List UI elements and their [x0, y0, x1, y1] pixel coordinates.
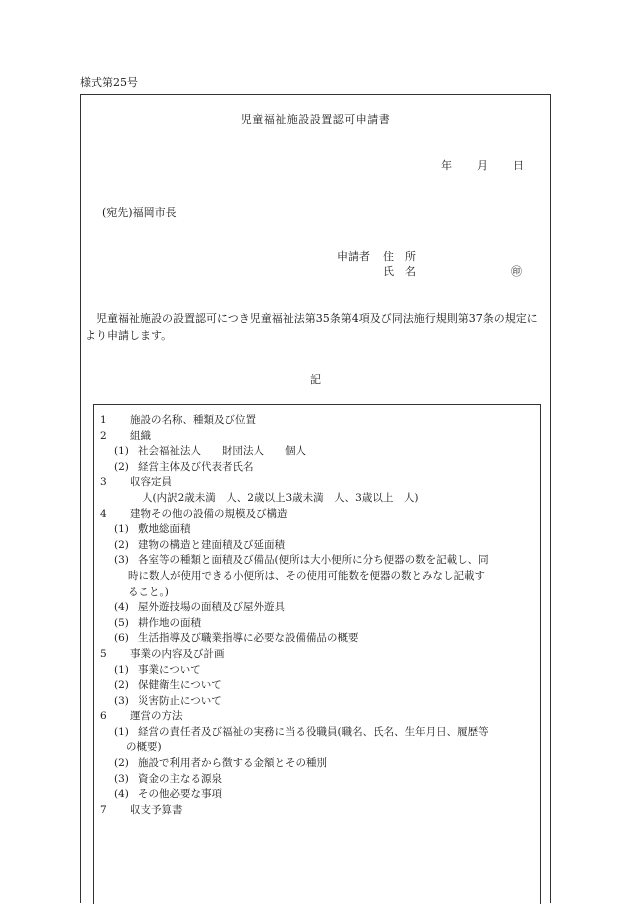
list-item: [100, 663, 532, 679]
item-number: (3): [114, 772, 129, 785]
item-number: (1): [114, 725, 129, 738]
item-number: (3): [114, 694, 129, 707]
item-text: 社会福祉法人 財団法人 個人: [138, 445, 306, 458]
item-text: その他必要な事項: [138, 788, 222, 801]
item-number: (1): [114, 523, 129, 536]
item-number: (4): [114, 788, 129, 801]
item-number: (2): [114, 757, 129, 770]
address-label: 住 所: [383, 250, 416, 263]
date-year: 年: [441, 159, 452, 172]
item-text: 資金の主なる源泉: [138, 772, 222, 785]
addressee: (宛先)福岡市長: [102, 206, 177, 219]
item-text: 各室等の種類と面積及び備品(便所は大小便所に分ち便器の数を記載し、同: [138, 554, 489, 567]
list-item: [100, 569, 532, 585]
item-number: (2): [114, 679, 129, 692]
list-item: [100, 460, 532, 476]
item-text: 人(内訳2歳未満 人、2歳以上3歳未満 人、3歳以上 人): [142, 491, 419, 504]
item-number: 2: [100, 429, 107, 442]
item-number: (6): [114, 632, 129, 645]
name-label: 氏 名: [383, 265, 416, 278]
list-item: [100, 803, 532, 819]
list-item: [100, 631, 532, 647]
list-item: [100, 772, 532, 788]
item-number: 4: [100, 507, 107, 520]
items-list: [100, 413, 532, 818]
list-item: [100, 553, 532, 569]
seal-mark: ㊞: [511, 265, 522, 278]
item-text: 災害防止について: [138, 694, 222, 707]
item-text: 事業の内容及び計画: [130, 647, 225, 660]
item-number: 6: [100, 710, 107, 723]
list-item: [100, 491, 532, 507]
list-item: [100, 647, 532, 663]
item-text: 運営の方法: [130, 710, 183, 723]
item-number: 5: [100, 647, 107, 660]
item-number: (1): [114, 445, 129, 458]
list-item: [100, 475, 532, 491]
item-text: 組織: [130, 429, 151, 442]
item-number: (3): [114, 554, 129, 567]
item-text: 収容定員: [130, 476, 172, 489]
list-item: [100, 429, 532, 445]
item-number: (5): [114, 616, 129, 629]
item-number: (2): [114, 538, 129, 551]
item-text: 経営主体及び代表者氏名: [138, 460, 254, 473]
item-text: 敷地総面積: [138, 523, 191, 536]
item-text: 事業について: [138, 663, 201, 676]
items-box: [93, 404, 541, 904]
list-item: [100, 507, 532, 523]
item-number: 1: [100, 414, 107, 426]
list-item: [100, 413, 532, 429]
item-number: 3: [100, 476, 107, 489]
item-text: 保健衛生について: [138, 679, 222, 692]
list-item: [100, 694, 532, 710]
applicant-label: 申請者: [337, 250, 370, 263]
item-text: 時に数人が使用できる小便所は、その使用可能数を便器の数とみなし記載す: [128, 569, 485, 582]
list-item: [100, 756, 532, 772]
list-item: [100, 787, 532, 803]
item-text: 施設で利用者から徴する金額とその種別: [138, 757, 327, 770]
list-item: [100, 740, 532, 756]
item-text: 収支予算書: [130, 803, 183, 816]
item-text: 屋外遊技場の面積及び屋外遊具: [138, 601, 285, 614]
item-text: 建物の構造と建面積及び延面積: [138, 538, 285, 551]
item-text: 経営の責任者及び福祉の実務に当る役職員(職名、氏名、生年月日、履歴等: [138, 725, 489, 738]
application-form-frame: [80, 94, 551, 903]
application-body-text: 児童福祉施設の設置認可につき児童福祉法第35条第4項及び同法施行規則第37条の規定により申請します。: [85, 312, 538, 342]
item-text: 建物その他の設備の規模及び構造: [130, 507, 288, 520]
list-item: [100, 616, 532, 632]
list-item: [100, 678, 532, 694]
item-number: (4): [114, 601, 129, 614]
list-item: [100, 538, 532, 554]
item-text: 施設の名称、種類及び位置: [130, 414, 256, 426]
date-day: 日: [513, 159, 524, 172]
list-item: [100, 725, 532, 741]
item-text: ること。): [128, 585, 169, 598]
list-item: [100, 600, 532, 616]
list-item: [100, 709, 532, 725]
item-number: (2): [114, 460, 129, 473]
list-item: [100, 585, 532, 601]
list-item: [100, 444, 532, 460]
ki-heading: 記: [310, 373, 321, 386]
item-text: 耕作地の面積: [138, 616, 201, 629]
item-text: 生活指導及び職業指導に必要な設備備品の概要: [138, 632, 359, 645]
item-number: (1): [114, 663, 129, 676]
item-text: の概要): [126, 741, 162, 754]
list-item: [100, 522, 532, 538]
item-number: 7: [100, 803, 107, 816]
document-title: 児童福祉施設設置認可申請書: [240, 113, 391, 126]
form-number: 様式第25号: [80, 76, 138, 89]
date-month: 月: [477, 159, 488, 172]
